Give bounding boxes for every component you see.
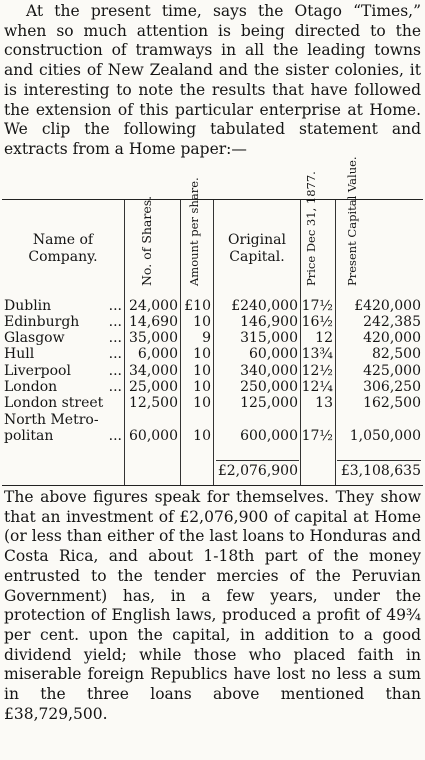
total-original: £2,076,900	[217, 463, 298, 479]
closing-paragraph: The above figures speak for themselves. They show that an investment of £2,076,900 of capital at Home (or less than either of the last loans to Honduras and Costa Rica, and about 1-18th part of the money entrusted to the tender mercies of the Peruvian Government) has, in a few years, under the protection of English laws, produced a profit of 49¾ per cent. upon the capital, in addition to a good dividend yield; while those who placed faith in miserable foreign Republics have lost no less a sum in the three loans above mentioned than £38,729,500.	[4, 488, 421, 723]
cell-original: 250,000	[240, 379, 298, 395]
row-dots: ...	[108, 330, 122, 346]
cell-present: 162,500	[363, 395, 421, 411]
row-dots: ...	[108, 379, 122, 395]
cell-price: 13	[315, 395, 333, 411]
cell-amount: 10	[193, 363, 211, 379]
cell-original: 146,900	[240, 314, 298, 330]
row-dots: ...	[108, 298, 122, 314]
cell-shares: 12,500	[129, 395, 178, 411]
cell-price: 12½	[301, 363, 333, 379]
cell-present: 242,385	[363, 314, 421, 330]
company-name: Glasgow	[4, 330, 65, 346]
company-name: Liverpool	[4, 363, 71, 379]
cell-present: 420,000	[363, 330, 421, 346]
cell-amount: 10	[193, 314, 211, 330]
cell-present: £420,000	[354, 298, 421, 314]
cell-price: 13¾	[301, 346, 333, 362]
cell-shares: 60,000	[129, 428, 178, 444]
intro-paragraph: At the present time, says the Otago “Times,” when so much attention is being directed to the construction of tramways in all the leading towns and cities of New Zealand and the sister colonies, it is interesting to note the results that have followed the extension of this particular enterprise at Home. We clip the following tabulated statement and extracts from a Home paper:—	[4, 2, 421, 158]
cell-original: 340,000	[240, 363, 298, 379]
table-bottom-rule	[2, 485, 423, 486]
cell-shares: 6,000	[137, 346, 178, 362]
cell-original: £240,000	[231, 298, 298, 314]
total-rule-present	[337, 460, 421, 461]
cell-present: 1,050,000	[349, 428, 421, 444]
company-name: Hull	[4, 346, 35, 362]
cell-original: 600,000	[240, 428, 298, 444]
header-original: Original Capital.	[228, 232, 286, 265]
cell-amount: 10	[193, 395, 211, 411]
company-name: politan	[4, 428, 54, 444]
cell-original: 125,000	[240, 395, 298, 411]
header-present: Present Capital Value.	[345, 156, 359, 286]
company-name: North Metro-	[4, 412, 99, 428]
row-dots: ...	[108, 314, 122, 330]
row-dots: ...	[108, 428, 122, 444]
total-present: £3,108,635	[340, 463, 421, 479]
cell-shares: 35,000	[129, 330, 178, 346]
cell-amount: £10	[184, 298, 211, 314]
cell-shares: 14,690	[129, 314, 178, 330]
cell-present: 425,000	[363, 363, 421, 379]
cell-price: 17½	[301, 428, 333, 444]
cell-amount: 9	[202, 330, 211, 346]
cell-shares: 25,000	[129, 379, 178, 395]
cell-present: 306,250	[363, 379, 421, 395]
cell-price: 12	[315, 330, 333, 346]
company-name: London street	[4, 395, 104, 411]
company-name: Edinburgh	[4, 314, 80, 330]
cell-original: 60,000	[249, 346, 298, 362]
cell-price: 17½	[301, 298, 333, 314]
cell-shares: 34,000	[129, 363, 178, 379]
header-shares: No. of Shares.	[139, 195, 154, 286]
cell-price: 12¼	[301, 379, 333, 395]
cell-shares: 24,000	[129, 298, 178, 314]
cell-price: 16½	[301, 314, 333, 330]
header-company: Name of Company.	[28, 232, 98, 265]
cell-amount: 10	[193, 379, 211, 395]
row-dots: ...	[108, 363, 122, 379]
cell-amount: 10	[193, 428, 211, 444]
cell-amount: 10	[193, 346, 211, 362]
header-amount: Amount per share.	[187, 177, 201, 286]
company-name: Dublin	[4, 298, 52, 314]
cell-original: 315,000	[240, 330, 298, 346]
total-rule-original	[216, 460, 299, 461]
row-dots: ...	[108, 346, 122, 362]
cell-present: 82,500	[372, 346, 421, 362]
company-name: London	[4, 379, 58, 395]
header-price: Price Dec 31, 1877.	[304, 171, 318, 286]
